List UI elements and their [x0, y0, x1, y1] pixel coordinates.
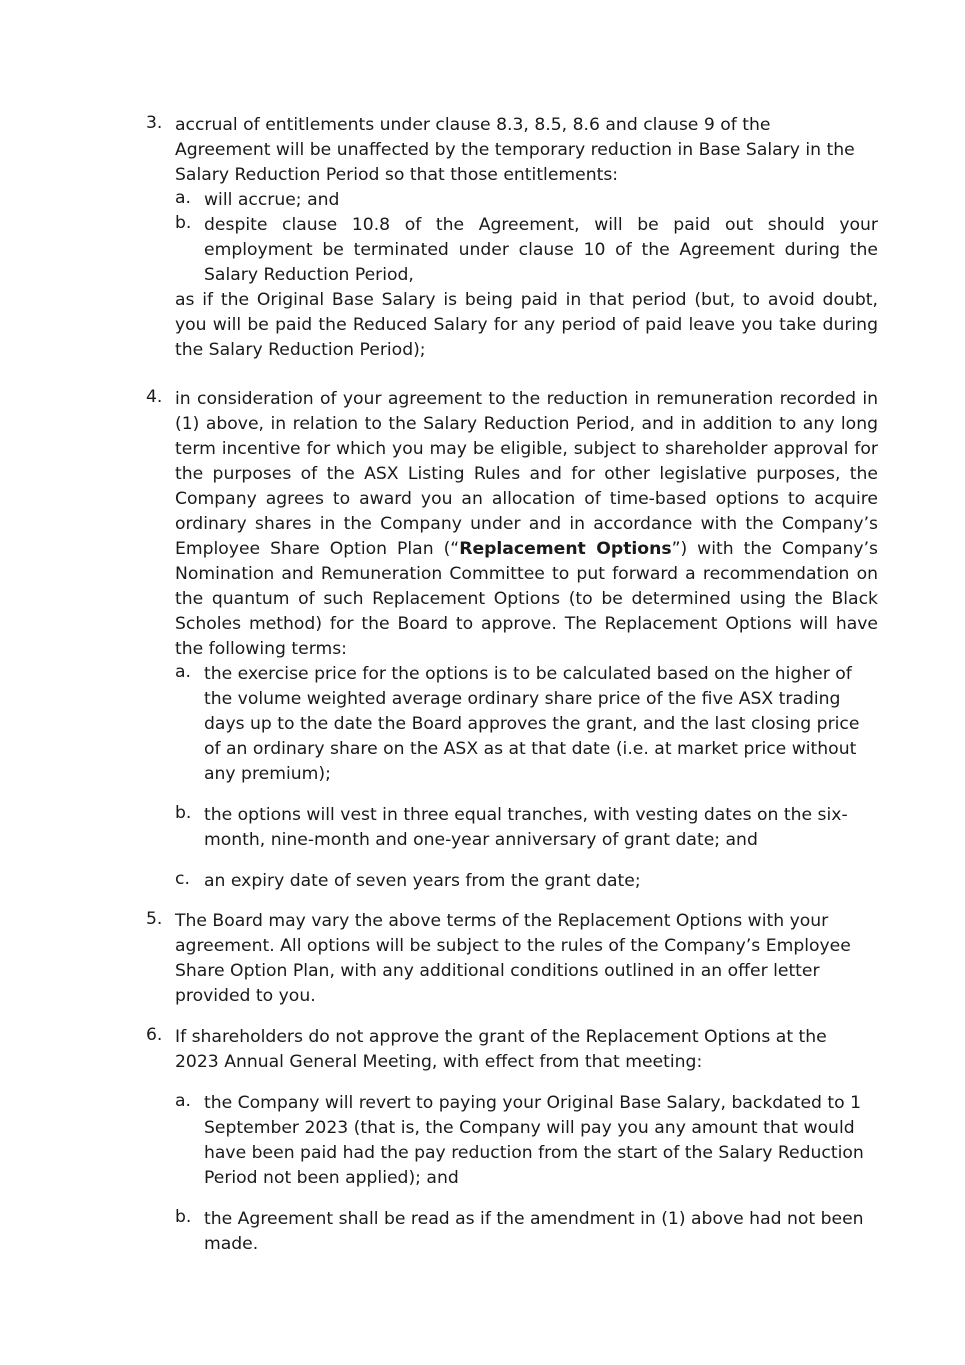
sub-item-letter: a.: [175, 662, 191, 682]
sub-item-letter: a.: [175, 188, 191, 208]
list-item-3: [146, 113, 878, 363]
item-text-before: in consideration of your agreement to the reduction in remuneration recorded in (1) above, in relation to the Salary Reduction Period, and in addition to any long term incentive for which you may be eligible, subject to shareholder approval for the purposes of the ASX Listing Rules and for other legislative purposes, the Company agrees to award you an allocation of time-based options to acquire ordinary shares in the Company under and in accordance with the Company’s Employee Share Option Plan (“: [175, 389, 878, 559]
item-text: The Board may vary the above terms of the Replacement Options with your agreement. All options will be subject to the rules of the Company’s Employee Share Option Plan, with any additional conditions outlined in an offer letter provided to you.: [175, 911, 851, 1006]
item-text-after: ”) with the Company’s Nomination and Remuneration Committee to put forward a recommendation on the quantum of such Replacement Options (to be determined using the Black Scholes method) for the Board to approve. The Replacement Options will have the following terms:: [175, 539, 879, 659]
item-text: If shareholders do not approve the grant of the Replacement Options at the 2023 Annual General Meeting, with effect from that meeting:: [175, 1027, 827, 1072]
item-number: 5.: [146, 909, 163, 929]
sub-item-text: despite clause 10.8 of the Agreement, will be paid out should your employment be terminated under clause 10 of the Agreement during the Salary Reduction Period,: [204, 215, 878, 285]
sub-item-letter: b.: [175, 803, 192, 823]
list-item-6: [146, 1025, 878, 1257]
sub-item-3b: [175, 213, 878, 288]
sub-item-4b: [175, 803, 878, 853]
sub-item-letter: a.: [175, 1091, 191, 1111]
list-item-4: [146, 387, 878, 894]
item-text: [175, 387, 878, 662]
sub-item-text: the Agreement shall be read as if the amendment in (1) above had not been made.: [204, 1209, 864, 1254]
sub-item-4a: [175, 662, 878, 787]
item-number: 4.: [146, 387, 163, 407]
item-number: 6.: [146, 1025, 163, 1045]
list-item-5: [146, 909, 878, 1009]
sub-item-text: will accrue; and: [204, 190, 340, 210]
sub-item-text: the options will vest in three equal tranches, with vesting dates on the six-month, nine-month and one-year anniversary of grant date; and: [204, 805, 848, 850]
sub-item-6a: [175, 1091, 878, 1191]
item-text: accrual of entitlements under clause 8.3, 8.5, 8.6 and clause 9 of the Agreement will be unaffected by the temporary reduction in Base Salary in the Salary Reduction Period so that those entitlements:: [175, 115, 855, 185]
sub-item-6b: [175, 1207, 878, 1257]
sub-item-4c: [175, 869, 878, 894]
defined-term: Replacement Options: [459, 539, 672, 559]
sub-item-letter: c.: [175, 869, 190, 889]
sub-item-text: the Company will revert to paying your Original Base Salary, backdated to 1 September 2023 (that is, the Company will pay you any amount that would have been paid had the pay reduction from the start of the Salary Reduction Period not been applied); and: [204, 1093, 864, 1188]
sub-item-text: an expiry date of seven years from the grant date;: [204, 871, 641, 891]
sub-item-text: the exercise price for the options is to be calculated based on the higher of the volume weighted average ordinary share price of the five ASX trading days up to the date the Board approves the grant, and the last closing price of an ordinary share on the ASX as at that date (i.e. at market price without any premium);: [204, 664, 860, 784]
item-tail-text: as if the Original Base Salary is being paid in that period (but, to avoid doubt, you will be paid the Reduced Salary for any period of paid leave you take during the Salary Reduction Period);: [175, 290, 878, 360]
sub-item-letter: b.: [175, 213, 192, 233]
item-number: 3.: [146, 113, 163, 133]
sub-item-letter: b.: [175, 1207, 192, 1227]
sub-item-3a: [175, 188, 878, 213]
